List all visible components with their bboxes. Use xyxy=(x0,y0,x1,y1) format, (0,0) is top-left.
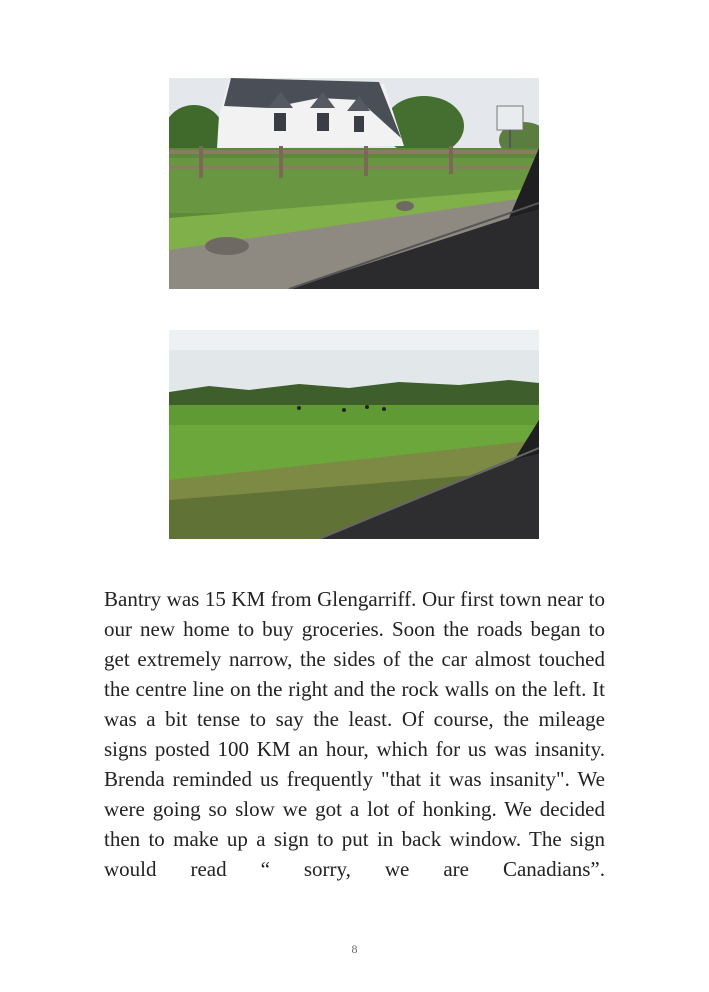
photo-house-roadside xyxy=(169,78,539,289)
photo-green-field xyxy=(169,330,539,539)
photo-green-field-icon xyxy=(169,330,539,539)
photo-house-roadside-icon xyxy=(169,78,539,289)
body-paragraph: Bantry was 15 KM from Glengarriff. Our first town near to our new home to buy groceries. Soon the roads began to get extremely narrow, the sides of the car almost touched the centre line on the right and the rock walls on the left. It was a bit tense to say the least. Of course, the mileage signs posted 100 KM an hour, which for us was insanity. Brenda reminded us frequently "that it was insanity". We were going so slow we got a lot of honking. We decided then to make up a sign to put in back window. The sign would read “ sorry, we are Canadians”. xyxy=(104,587,605,881)
page-number: 8 xyxy=(351,942,358,956)
